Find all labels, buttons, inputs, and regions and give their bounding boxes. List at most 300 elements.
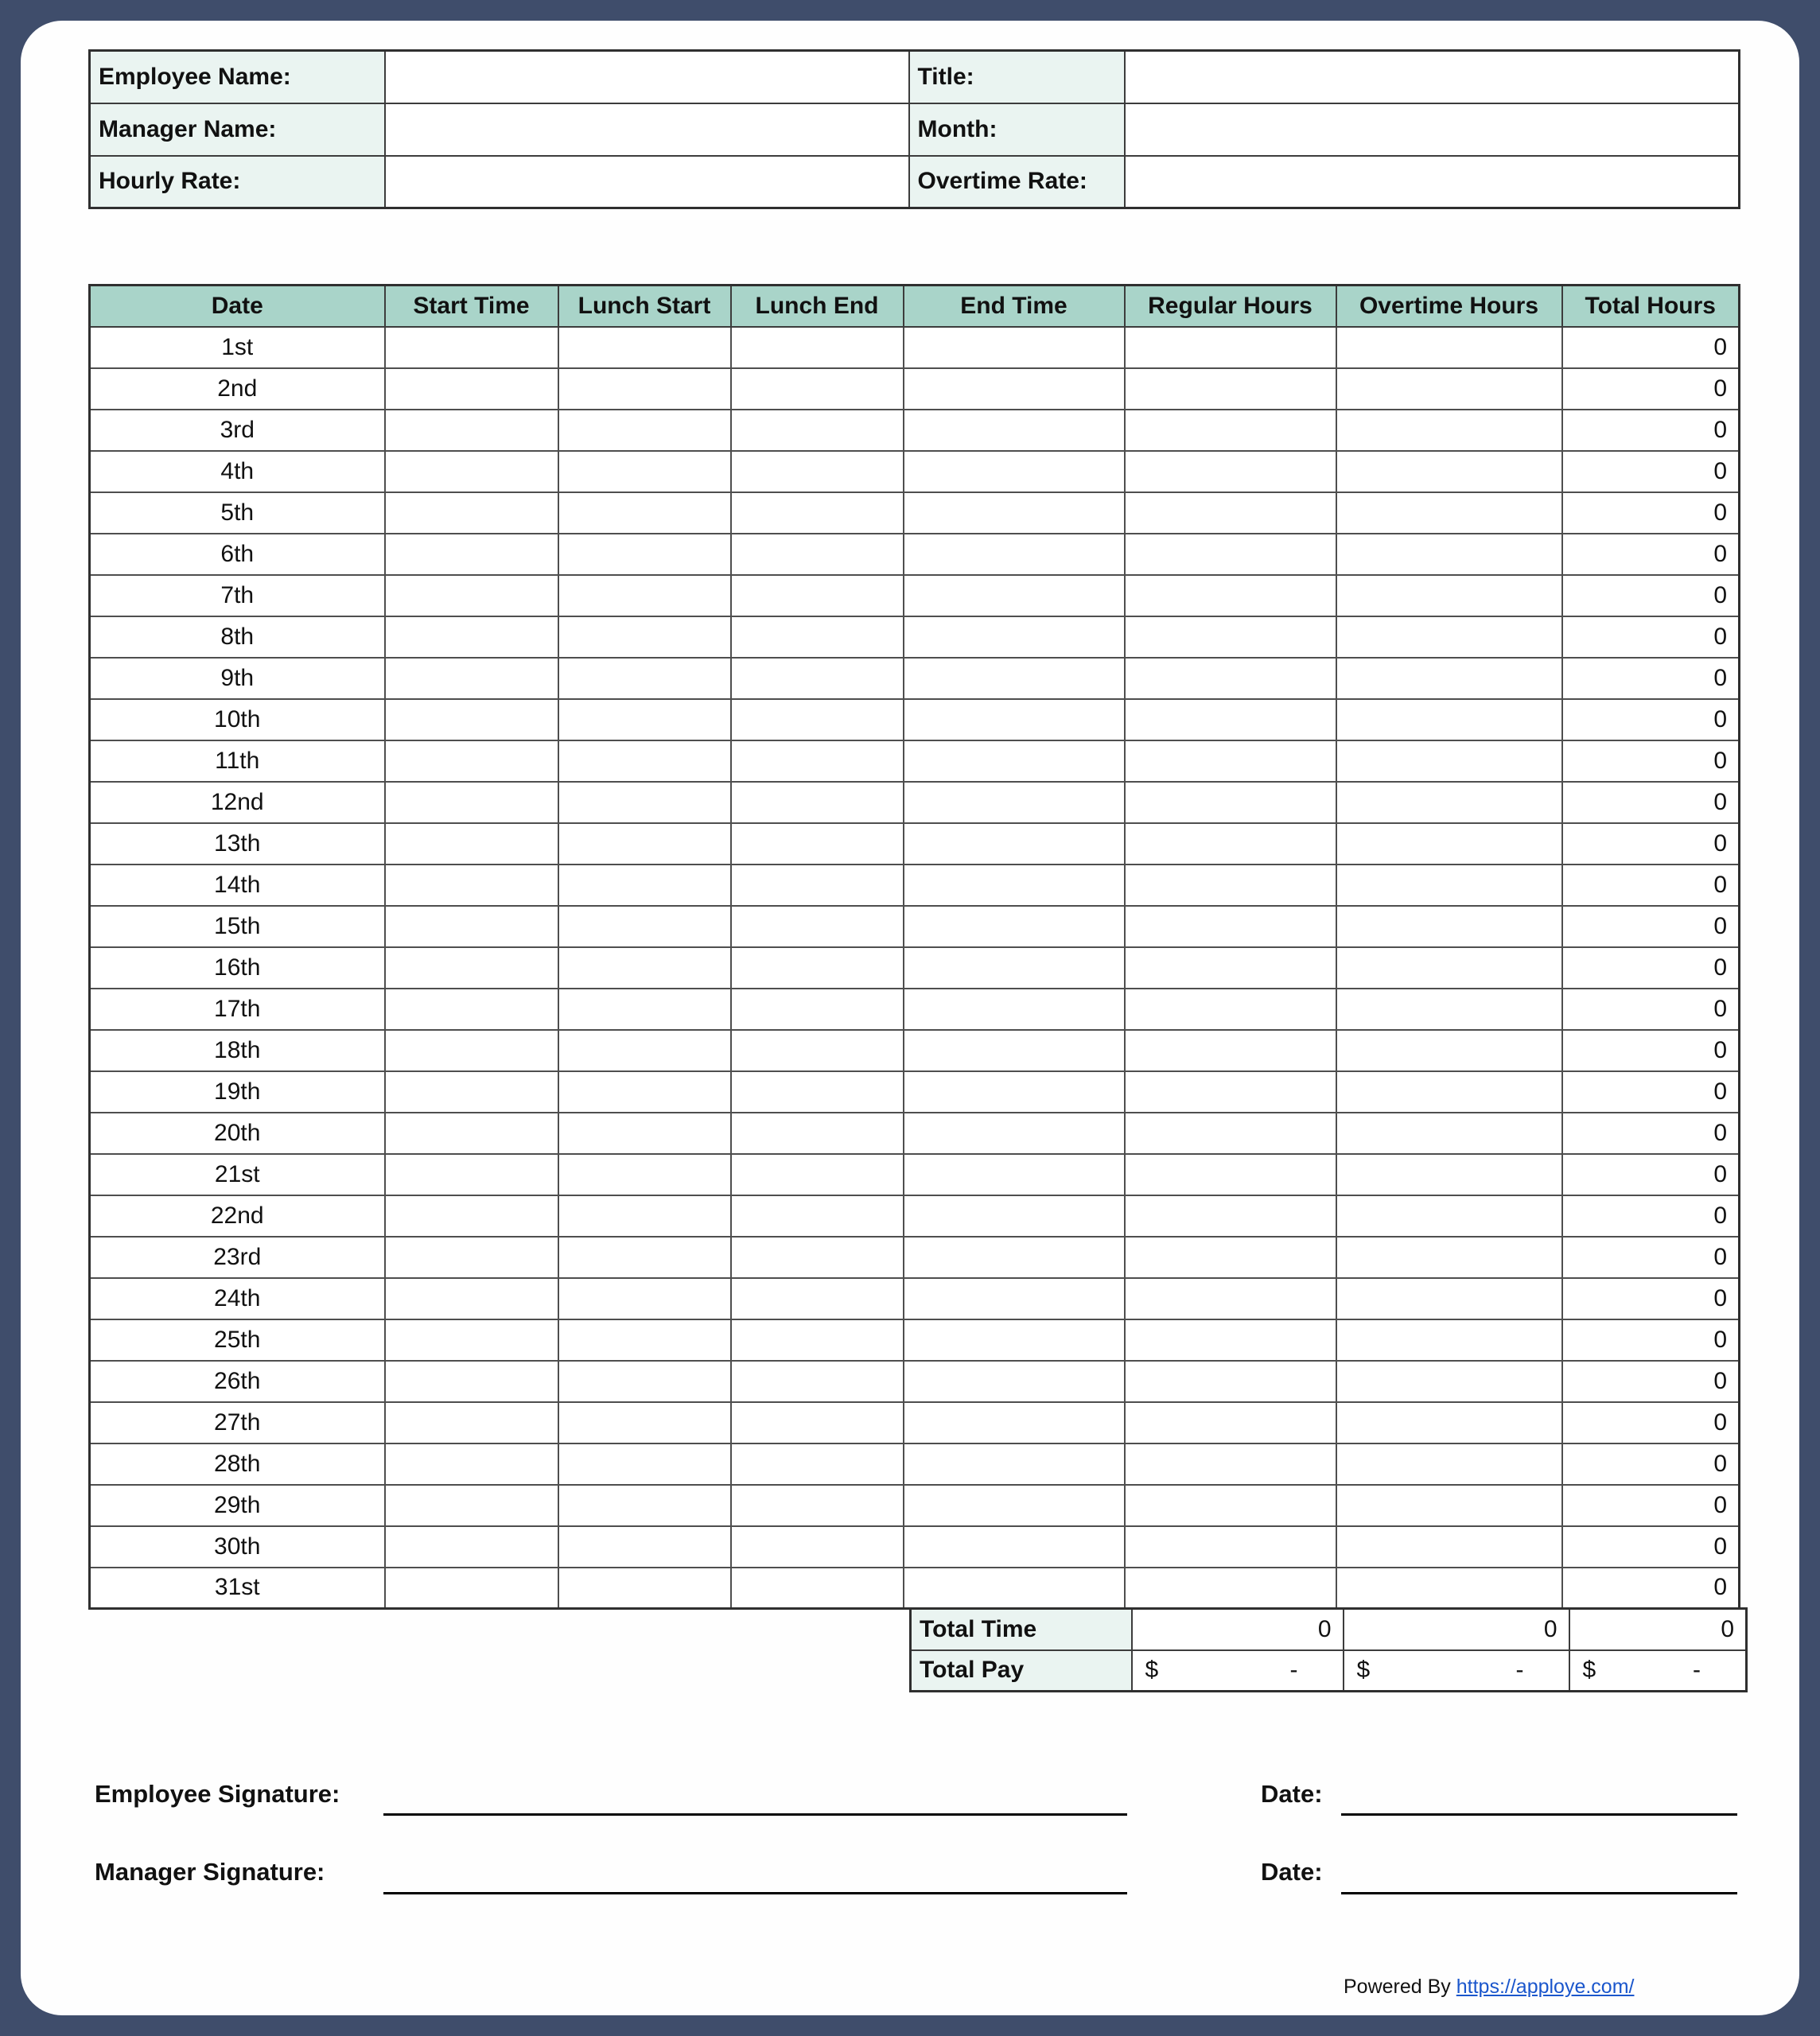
total-hours-cell: 0 xyxy=(1562,1361,1740,1402)
lunch-start-cell[interactable] xyxy=(558,906,731,947)
total-hours-cell: 0 xyxy=(1562,492,1740,534)
lunch-end-cell[interactable] xyxy=(731,327,904,368)
start-time-cell[interactable] xyxy=(385,740,558,782)
employee-signature-date-line[interactable] xyxy=(1341,1813,1737,1816)
total-hours-cell: 0 xyxy=(1562,616,1740,658)
end-time-cell[interactable] xyxy=(904,906,1125,947)
end-time-cell[interactable] xyxy=(904,699,1125,740)
lunch-end-cell[interactable] xyxy=(731,740,904,782)
overtime-hours-cell[interactable] xyxy=(1336,1278,1562,1319)
employee-signature-date-label: Date: xyxy=(1261,1780,1323,1808)
lunch-end-cell[interactable] xyxy=(731,1237,904,1278)
lunch-start-cell[interactable] xyxy=(558,1443,731,1485)
regular-hours-cell[interactable] xyxy=(1125,865,1336,906)
regular-hours-cell[interactable] xyxy=(1125,1113,1336,1154)
lunch-end-cell[interactable] xyxy=(731,1568,904,1609)
regular-hours-cell[interactable] xyxy=(1125,658,1336,699)
manager-name-field[interactable] xyxy=(385,103,909,156)
start-time-cell[interactable] xyxy=(385,616,558,658)
total-hours-cell: 0 xyxy=(1562,740,1740,782)
lunch-end-cell[interactable] xyxy=(731,451,904,492)
regular-hours-cell[interactable] xyxy=(1125,1278,1336,1319)
regular-hours-cell[interactable] xyxy=(1125,782,1336,823)
overtime-hours-cell[interactable] xyxy=(1336,451,1562,492)
date-cell: 12nd xyxy=(90,782,385,823)
day-row xyxy=(90,989,1740,1030)
date-cell: 10th xyxy=(90,699,385,740)
start-time-cell[interactable] xyxy=(385,1485,558,1526)
col-header-lunch-end: Lunch End xyxy=(731,286,904,327)
regular-hours-cell[interactable] xyxy=(1125,699,1336,740)
total-hours-cell: 0 xyxy=(1562,782,1740,823)
end-time-cell[interactable] xyxy=(904,1237,1125,1278)
apploye-link[interactable]: https://apploye.com/ xyxy=(1456,1976,1635,1998)
date-cell: 19th xyxy=(90,1071,385,1113)
lunch-end-cell[interactable] xyxy=(731,699,904,740)
date-cell: 27th xyxy=(90,1402,385,1443)
regular-hours-cell[interactable] xyxy=(1125,1237,1336,1278)
regular-hours-cell[interactable] xyxy=(1125,492,1336,534)
start-time-cell[interactable] xyxy=(385,782,558,823)
total-hours-cell: 0 xyxy=(1562,451,1740,492)
lunch-end-cell[interactable] xyxy=(731,823,904,865)
overtime-hours-cell[interactable] xyxy=(1336,906,1562,947)
currency-symbol: $ xyxy=(1356,1657,1371,1684)
lunch-end-cell[interactable] xyxy=(731,616,904,658)
date-cell: 31st xyxy=(90,1568,385,1609)
lunch-end-cell[interactable] xyxy=(731,1195,904,1237)
total-hours-cell: 0 xyxy=(1562,1278,1740,1319)
overtime-hours-cell[interactable] xyxy=(1336,1402,1562,1443)
regular-hours-cell[interactable] xyxy=(1125,740,1336,782)
overtime-hours-cell[interactable] xyxy=(1336,865,1562,906)
lunch-start-cell[interactable] xyxy=(558,1319,731,1361)
col-header-start-time: Start Time xyxy=(385,286,558,327)
end-time-cell[interactable] xyxy=(904,451,1125,492)
col-header-lunch-start: Lunch Start xyxy=(558,286,731,327)
end-time-cell[interactable] xyxy=(904,1071,1125,1113)
lunch-end-cell[interactable] xyxy=(731,1526,904,1568)
lunch-end-cell[interactable] xyxy=(731,865,904,906)
lunch-start-cell[interactable] xyxy=(558,947,731,989)
day-row xyxy=(90,658,1740,699)
date-cell: 14th xyxy=(90,865,385,906)
end-time-cell[interactable] xyxy=(904,1402,1125,1443)
lunch-start-cell[interactable] xyxy=(558,1030,731,1071)
end-time-cell[interactable] xyxy=(904,947,1125,989)
day-row xyxy=(90,534,1740,575)
day-row xyxy=(90,1113,1740,1154)
lunch-end-cell[interactable] xyxy=(731,1361,904,1402)
total-hours-cell: 0 xyxy=(1562,1154,1740,1195)
lunch-start-cell[interactable] xyxy=(558,1568,731,1609)
overtime-hours-cell[interactable] xyxy=(1336,1071,1562,1113)
regular-hours-cell[interactable] xyxy=(1125,1485,1336,1526)
overtime-hours-cell[interactable] xyxy=(1336,1237,1562,1278)
date-cell: 5th xyxy=(90,492,385,534)
lunch-start-cell[interactable] xyxy=(558,534,731,575)
date-cell: 9th xyxy=(90,658,385,699)
currency-symbol: $ xyxy=(1582,1657,1596,1684)
day-row xyxy=(90,410,1740,451)
lunch-start-cell[interactable] xyxy=(558,1526,731,1568)
lunch-start-cell[interactable] xyxy=(558,327,731,368)
total-hours-cell: 0 xyxy=(1562,699,1740,740)
lunch-end-cell[interactable] xyxy=(731,1402,904,1443)
end-time-cell[interactable] xyxy=(904,1568,1125,1609)
total-hours-cell: 0 xyxy=(1562,575,1740,616)
end-time-cell[interactable] xyxy=(904,1443,1125,1485)
regular-hours-cell[interactable] xyxy=(1125,1071,1336,1113)
end-time-cell[interactable] xyxy=(904,865,1125,906)
regular-hours-cell[interactable] xyxy=(1125,1526,1336,1568)
start-time-cell[interactable] xyxy=(385,947,558,989)
day-row xyxy=(90,865,1740,906)
timesheet-header-row xyxy=(90,286,1740,327)
start-time-cell[interactable] xyxy=(385,327,558,368)
col-header-regular-hours: Regular Hours xyxy=(1125,286,1336,327)
manager-signature-date-label: Date: xyxy=(1261,1858,1323,1886)
lunch-end-cell[interactable] xyxy=(731,410,904,451)
start-time-cell[interactable] xyxy=(385,1278,558,1319)
lunch-end-cell[interactable] xyxy=(731,906,904,947)
overtime-hours-cell[interactable] xyxy=(1336,368,1562,410)
regular-hours-cell[interactable] xyxy=(1125,823,1336,865)
overtime-hours-cell[interactable] xyxy=(1336,1154,1562,1195)
start-time-cell[interactable] xyxy=(385,1526,558,1568)
lunch-start-cell[interactable] xyxy=(558,1237,731,1278)
start-time-cell[interactable] xyxy=(385,989,558,1030)
overtime-hours-cell[interactable] xyxy=(1336,989,1562,1030)
lunch-start-cell[interactable] xyxy=(558,575,731,616)
info-row xyxy=(90,156,1740,208)
info-row xyxy=(90,103,1740,156)
total-time-label: Total Time xyxy=(911,1609,1132,1650)
date-cell: 20th xyxy=(90,1113,385,1154)
end-time-cell[interactable] xyxy=(904,740,1125,782)
lunch-start-cell[interactable] xyxy=(558,1113,731,1154)
start-time-cell[interactable] xyxy=(385,575,558,616)
manager-signature-date-line[interactable] xyxy=(1341,1892,1737,1894)
title-label: Title: xyxy=(909,51,1125,103)
lunch-end-cell[interactable] xyxy=(731,492,904,534)
lunch-start-cell[interactable] xyxy=(558,1154,731,1195)
lunch-start-cell[interactable] xyxy=(558,1195,731,1237)
overtime-rate-label: Overtime Rate: xyxy=(909,156,1125,208)
start-time-cell[interactable] xyxy=(385,658,558,699)
end-time-cell[interactable] xyxy=(904,616,1125,658)
lunch-start-cell[interactable] xyxy=(558,823,731,865)
total-hours-cell: 0 xyxy=(1562,823,1740,865)
day-row xyxy=(90,740,1740,782)
regular-hours-cell[interactable] xyxy=(1125,1443,1336,1485)
regular-hours-cell[interactable] xyxy=(1125,575,1336,616)
lunch-end-cell[interactable] xyxy=(731,1485,904,1526)
day-row xyxy=(90,1278,1740,1319)
overtime-hours-cell[interactable] xyxy=(1336,1443,1562,1485)
date-cell: 15th xyxy=(90,906,385,947)
total-time-row xyxy=(911,1609,1747,1650)
start-time-cell[interactable] xyxy=(385,1568,558,1609)
lunch-start-cell[interactable] xyxy=(558,989,731,1030)
lunch-end-cell[interactable] xyxy=(731,658,904,699)
totals-table xyxy=(909,1607,1748,1692)
hourly-rate-field[interactable] xyxy=(385,156,909,208)
start-time-cell[interactable] xyxy=(385,492,558,534)
regular-hours-cell[interactable] xyxy=(1125,451,1336,492)
manager-signature-label: Manager Signature: xyxy=(95,1858,325,1886)
lunch-start-cell[interactable] xyxy=(558,699,731,740)
start-time-cell[interactable] xyxy=(385,1154,558,1195)
lunch-end-cell[interactable] xyxy=(731,1113,904,1154)
total-hours-cell: 0 xyxy=(1562,1568,1740,1609)
end-time-cell[interactable] xyxy=(904,658,1125,699)
date-cell: 11th xyxy=(90,740,385,782)
overtime-hours-cell[interactable] xyxy=(1336,1195,1562,1237)
day-row xyxy=(90,492,1740,534)
end-time-cell[interactable] xyxy=(904,1030,1125,1071)
start-time-cell[interactable] xyxy=(385,1030,558,1071)
info-row xyxy=(90,51,1740,103)
overtime-hours-cell[interactable] xyxy=(1336,327,1562,368)
day-row xyxy=(90,1402,1740,1443)
day-row xyxy=(90,699,1740,740)
start-time-cell[interactable] xyxy=(385,1237,558,1278)
end-time-cell[interactable] xyxy=(904,1319,1125,1361)
day-row xyxy=(90,1071,1740,1113)
col-header-date: Date xyxy=(90,286,385,327)
start-time-cell[interactable] xyxy=(385,1113,558,1154)
lunch-start-cell[interactable] xyxy=(558,740,731,782)
day-row xyxy=(90,1030,1740,1071)
regular-hours-cell[interactable] xyxy=(1125,906,1336,947)
lunch-start-cell[interactable] xyxy=(558,1485,731,1526)
end-time-cell[interactable] xyxy=(904,1485,1125,1526)
lunch-start-cell[interactable] xyxy=(558,1361,731,1402)
lunch-end-cell[interactable] xyxy=(731,368,904,410)
day-row xyxy=(90,327,1740,368)
month-label: Month: xyxy=(909,103,1125,156)
end-time-cell[interactable] xyxy=(904,410,1125,451)
start-time-cell[interactable] xyxy=(385,1402,558,1443)
overtime-hours-cell[interactable] xyxy=(1336,1113,1562,1154)
day-row xyxy=(90,823,1740,865)
start-time-cell[interactable] xyxy=(385,534,558,575)
day-row xyxy=(90,1154,1740,1195)
date-cell: 1st xyxy=(90,327,385,368)
end-time-cell[interactable] xyxy=(904,989,1125,1030)
total-hours-cell: 0 xyxy=(1562,410,1740,451)
end-time-cell[interactable] xyxy=(904,1526,1125,1568)
lunch-start-cell[interactable] xyxy=(558,865,731,906)
pay-dash: - xyxy=(1289,1657,1298,1684)
overtime-hours-cell[interactable] xyxy=(1336,699,1562,740)
lunch-start-cell[interactable] xyxy=(558,616,731,658)
date-cell: 17th xyxy=(90,989,385,1030)
regular-hours-cell[interactable] xyxy=(1125,368,1336,410)
timesheet-table xyxy=(88,284,1740,1610)
employee-signature-label: Employee Signature: xyxy=(95,1780,340,1808)
total-hours-cell: 0 xyxy=(1562,865,1740,906)
start-time-cell[interactable] xyxy=(385,410,558,451)
end-time-cell[interactable] xyxy=(904,782,1125,823)
start-time-cell[interactable] xyxy=(385,1319,558,1361)
date-cell: 3rd xyxy=(90,410,385,451)
regular-hours-cell[interactable] xyxy=(1125,410,1336,451)
regular-hours-cell[interactable] xyxy=(1125,534,1336,575)
date-cell: 22nd xyxy=(90,1195,385,1237)
total-pay-row xyxy=(911,1650,1747,1692)
lunch-end-cell[interactable] xyxy=(731,1030,904,1071)
overtime-hours-cell[interactable] xyxy=(1336,782,1562,823)
overtime-hours-cell[interactable] xyxy=(1336,823,1562,865)
pay-dash: - xyxy=(1693,1657,1701,1684)
end-time-cell[interactable] xyxy=(904,492,1125,534)
overtime-hours-cell[interactable] xyxy=(1336,410,1562,451)
lunch-start-cell[interactable] xyxy=(558,1071,731,1113)
day-row xyxy=(90,575,1740,616)
overtime-hours-cell[interactable] xyxy=(1336,1319,1562,1361)
lunch-start-cell[interactable] xyxy=(558,782,731,823)
total-hours-cell: 0 xyxy=(1562,1195,1740,1237)
start-time-cell[interactable] xyxy=(385,906,558,947)
overtime-hours-cell[interactable] xyxy=(1336,1568,1562,1609)
lunch-start-cell[interactable] xyxy=(558,410,731,451)
overtime-hours-cell[interactable] xyxy=(1336,616,1562,658)
lunch-start-cell[interactable] xyxy=(558,451,731,492)
overtime-hours-cell[interactable] xyxy=(1336,658,1562,699)
regular-hours-cell[interactable] xyxy=(1125,1154,1336,1195)
total-hours-cell: 0 xyxy=(1562,368,1740,410)
date-cell: 4th xyxy=(90,451,385,492)
lunch-end-cell[interactable] xyxy=(731,1154,904,1195)
day-row xyxy=(90,1319,1740,1361)
manager-signature-line[interactable] xyxy=(383,1892,1127,1894)
employee-signature-line[interactable] xyxy=(383,1813,1127,1816)
overtime-hours-cell[interactable] xyxy=(1336,947,1562,989)
total-hours-cell: 0 xyxy=(1562,1071,1740,1113)
date-cell: 24th xyxy=(90,1278,385,1319)
end-time-cell[interactable] xyxy=(904,534,1125,575)
end-time-cell[interactable] xyxy=(904,1195,1125,1237)
col-header-end-time: End Time xyxy=(904,286,1125,327)
overtime-hours-cell[interactable] xyxy=(1336,575,1562,616)
total-hours-cell: 0 xyxy=(1562,947,1740,989)
day-row xyxy=(90,368,1740,410)
regular-hours-cell[interactable] xyxy=(1125,1319,1336,1361)
start-time-cell[interactable] xyxy=(385,451,558,492)
regular-hours-cell[interactable] xyxy=(1125,1402,1336,1443)
start-time-cell[interactable] xyxy=(385,1071,558,1113)
total-hours-cell: 0 xyxy=(1562,906,1740,947)
regular-hours-cell[interactable] xyxy=(1125,327,1336,368)
lunch-end-cell[interactable] xyxy=(731,1319,904,1361)
total-pay-label: Total Pay xyxy=(911,1650,1132,1692)
total-hours-cell: 0 xyxy=(1562,327,1740,368)
lunch-start-cell[interactable] xyxy=(558,1402,731,1443)
lunch-end-cell[interactable] xyxy=(731,1071,904,1113)
end-time-cell[interactable] xyxy=(904,823,1125,865)
regular-hours-cell[interactable] xyxy=(1125,1361,1336,1402)
lunch-start-cell[interactable] xyxy=(558,1278,731,1319)
pay-dash: - xyxy=(1515,1657,1524,1684)
day-row xyxy=(90,1568,1740,1609)
lunch-end-cell[interactable] xyxy=(731,575,904,616)
total-hours-cell: 0 xyxy=(1562,1319,1740,1361)
start-time-cell[interactable] xyxy=(385,1443,558,1485)
lunch-end-cell[interactable] xyxy=(731,989,904,1030)
date-cell: 21st xyxy=(90,1154,385,1195)
regular-hours-cell[interactable] xyxy=(1125,1568,1336,1609)
lunch-end-cell[interactable] xyxy=(731,1443,904,1485)
start-time-cell[interactable] xyxy=(385,1361,558,1402)
lunch-start-cell[interactable] xyxy=(558,368,731,410)
employee-name-field[interactable] xyxy=(385,51,909,103)
title-field[interactable] xyxy=(1125,51,1740,103)
hourly-rate-label: Hourly Rate: xyxy=(90,156,385,208)
regular-hours-cell[interactable] xyxy=(1125,989,1336,1030)
start-time-cell[interactable] xyxy=(385,823,558,865)
end-time-cell[interactable] xyxy=(904,1278,1125,1319)
overtime-hours-cell[interactable] xyxy=(1336,1361,1562,1402)
start-time-cell[interactable] xyxy=(385,699,558,740)
overtime-rate-field[interactable] xyxy=(1125,156,1740,208)
regular-hours-cell[interactable] xyxy=(1125,616,1336,658)
lunch-start-cell[interactable] xyxy=(558,658,731,699)
lunch-end-cell[interactable] xyxy=(731,1278,904,1319)
total-pay-cell xyxy=(1569,1650,1747,1692)
overtime-hours-cell[interactable] xyxy=(1336,1526,1562,1568)
date-cell: 29th xyxy=(90,1485,385,1526)
month-field[interactable] xyxy=(1125,103,1740,156)
overtime-hours-cell[interactable] xyxy=(1336,740,1562,782)
overtime-hours-cell[interactable] xyxy=(1336,1030,1562,1071)
footer xyxy=(1344,1976,1634,1999)
regular-hours-cell[interactable] xyxy=(1125,947,1336,989)
lunch-end-cell[interactable] xyxy=(731,534,904,575)
day-row xyxy=(90,616,1740,658)
overtime-hours-cell[interactable] xyxy=(1336,534,1562,575)
overtime-hours-cell[interactable] xyxy=(1336,1485,1562,1526)
lunch-start-cell[interactable] xyxy=(558,492,731,534)
total-hours-cell: 0 xyxy=(1562,1526,1740,1568)
overtime-pay-cell xyxy=(1344,1650,1569,1692)
end-time-cell[interactable] xyxy=(904,1113,1125,1154)
end-time-cell[interactable] xyxy=(904,327,1125,368)
lunch-end-cell[interactable] xyxy=(731,947,904,989)
total-overtime-hours-value: 0 xyxy=(1344,1609,1569,1650)
end-time-cell[interactable] xyxy=(904,1154,1125,1195)
start-time-cell[interactable] xyxy=(385,865,558,906)
employee-name-label: Employee Name: xyxy=(90,51,385,103)
start-time-cell[interactable] xyxy=(385,1195,558,1237)
date-cell: 6th xyxy=(90,534,385,575)
day-row xyxy=(90,1195,1740,1237)
overtime-hours-cell[interactable] xyxy=(1336,492,1562,534)
date-cell: 26th xyxy=(90,1361,385,1402)
date-cell: 8th xyxy=(90,616,385,658)
end-time-cell[interactable] xyxy=(904,575,1125,616)
regular-pay-cell xyxy=(1132,1650,1344,1692)
lunch-end-cell[interactable] xyxy=(731,782,904,823)
total-hours-cell: 0 xyxy=(1562,658,1740,699)
col-header-overtime-hours: Overtime Hours xyxy=(1336,286,1562,327)
regular-hours-cell[interactable] xyxy=(1125,1195,1336,1237)
regular-hours-cell[interactable] xyxy=(1125,1030,1336,1071)
start-time-cell[interactable] xyxy=(385,368,558,410)
end-time-cell[interactable] xyxy=(904,368,1125,410)
end-time-cell[interactable] xyxy=(904,1361,1125,1402)
